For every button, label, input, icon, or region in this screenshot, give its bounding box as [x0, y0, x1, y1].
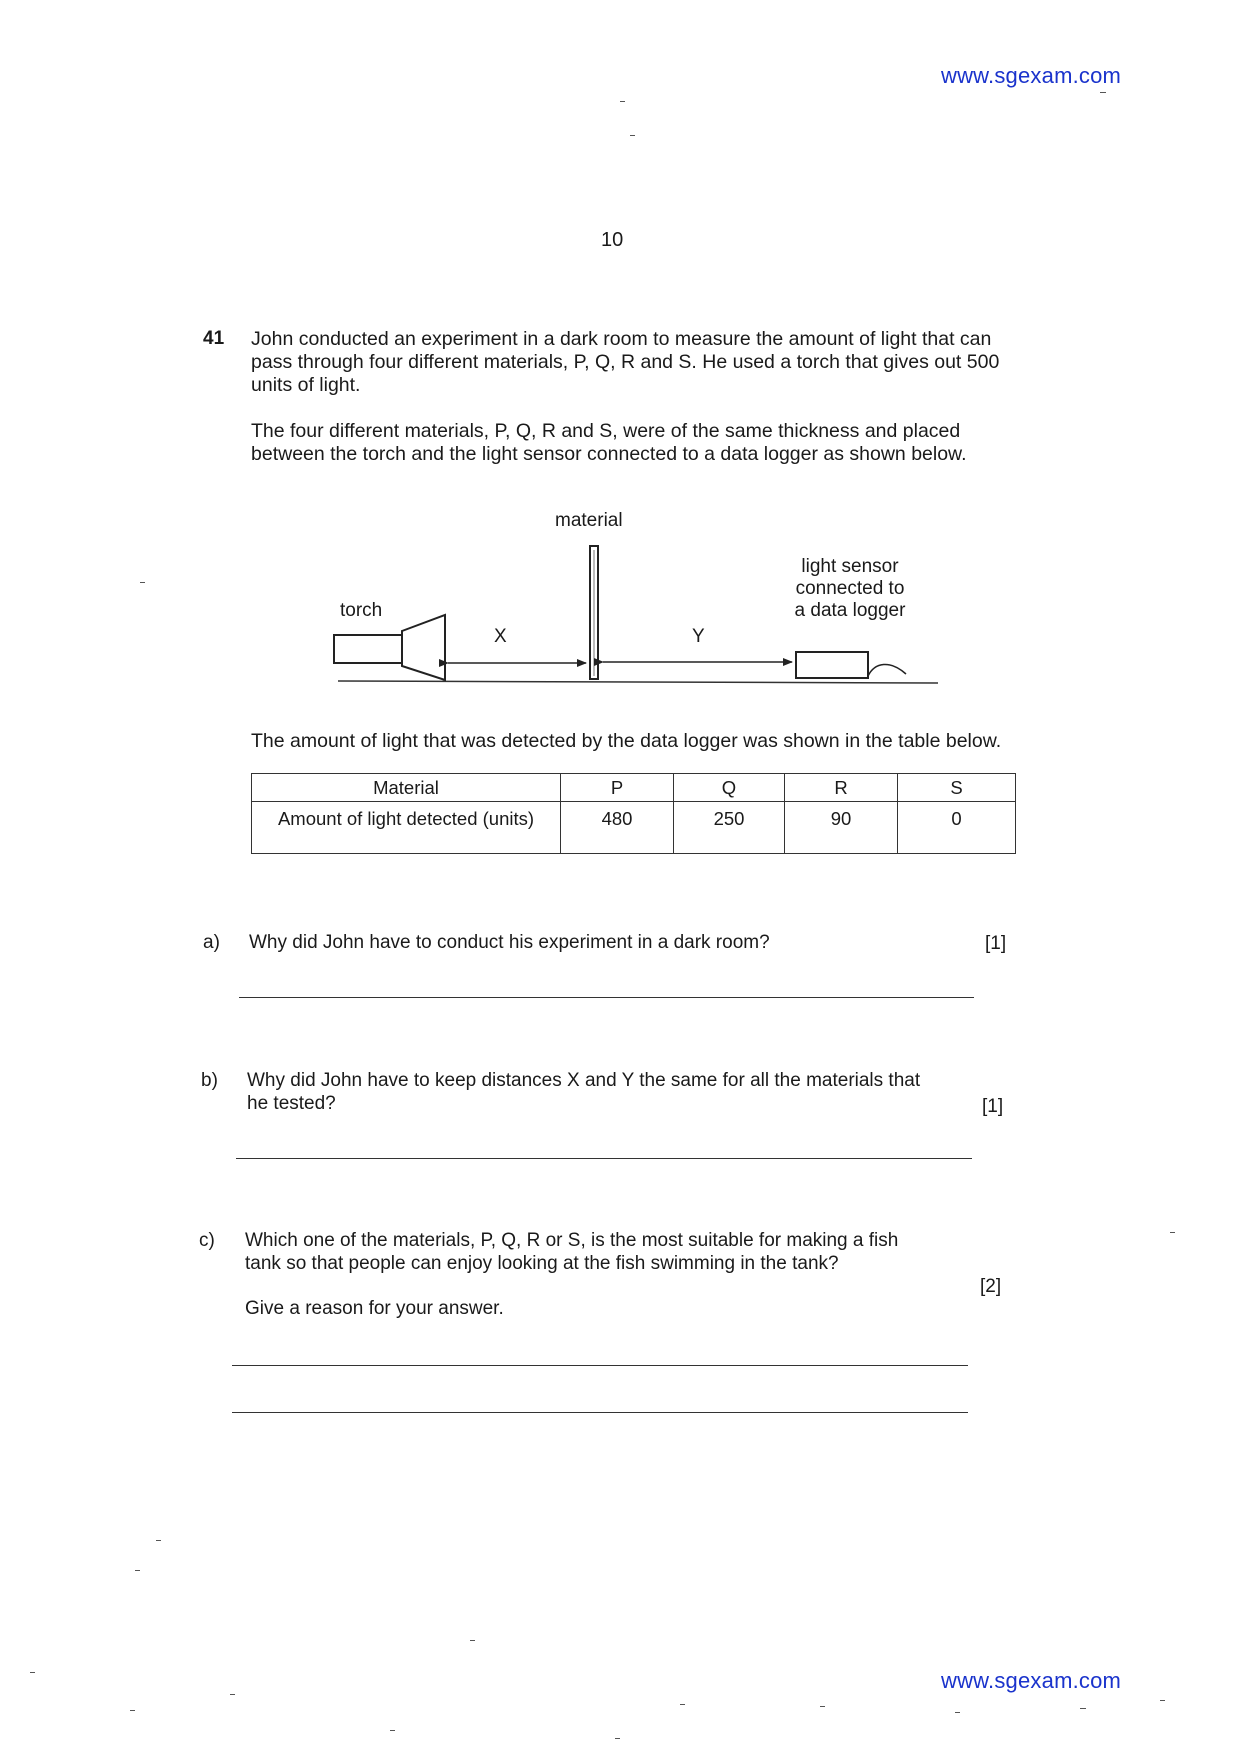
- scan-speck: [630, 135, 635, 136]
- part-a-label: a): [203, 932, 220, 953]
- intro-line: John conducted an experiment in a dark room to measure the amount of light that can: [251, 328, 992, 350]
- table-cell: 480: [561, 802, 674, 854]
- distance-y-label: Y: [692, 626, 705, 647]
- scan-speck: [1160, 1700, 1165, 1701]
- scan-speck: [390, 1730, 395, 1731]
- table-cell: 90: [785, 802, 898, 854]
- results-table: [251, 773, 1016, 854]
- scan-speck: [820, 1706, 825, 1707]
- scan-speck: [30, 1672, 35, 1673]
- part-c-reason-prompt: Give a reason for your answer.: [245, 1298, 504, 1319]
- scan-speck: [1170, 1232, 1175, 1233]
- question-number: 41: [203, 328, 225, 349]
- scan-speck: [620, 101, 625, 102]
- torch-label: torch: [340, 600, 383, 621]
- sensor-label-line: light sensor: [801, 556, 899, 577]
- table-header-cell: Q: [674, 774, 785, 802]
- sensor-label-line: a data logger: [794, 600, 906, 621]
- answer-line-c2[interactable]: [232, 1412, 968, 1413]
- torch-handle-shape: [334, 635, 402, 663]
- table-row: [252, 802, 1016, 854]
- part-c-line: tank so that people can enjoy looking at the fish swimming in the tank?: [245, 1253, 839, 1274]
- scan-speck: [135, 1570, 140, 1571]
- scan-speck: [955, 1712, 960, 1713]
- part-c-line: Which one of the materials, P, Q, R or S, is the most suitable for making a fish: [245, 1230, 899, 1251]
- scan-speck: [156, 1540, 161, 1541]
- table-header-cell: R: [785, 774, 898, 802]
- setup-line: The four different materials, P, Q, R and S, were of the same thickness and placed: [251, 420, 961, 442]
- answer-line-b[interactable]: [236, 1158, 972, 1159]
- part-b-question: [247, 1069, 987, 1115]
- table-header-row: [252, 774, 1016, 802]
- scan-speck: [140, 582, 145, 583]
- material-label: material: [555, 510, 623, 531]
- scan-speck: [1080, 1708, 1086, 1709]
- page-number: 10: [601, 229, 624, 251]
- table-header-material: Material: [252, 774, 561, 802]
- part-c-marks: [2]: [980, 1276, 1002, 1297]
- distance-x-label: X: [494, 626, 507, 647]
- table-cell: 0: [898, 802, 1016, 854]
- sensor-cable-shape: [868, 664, 906, 676]
- light-sensor-shape: [796, 652, 868, 678]
- intro-line: units of light.: [251, 374, 361, 396]
- intro-line: pass through four different materials, P, Q, R and S. He used a torch that gives out 500: [251, 351, 1000, 373]
- scan-speck: [680, 1704, 685, 1705]
- scan-speck: [615, 1738, 620, 1739]
- part-c-label: c): [199, 1230, 215, 1251]
- table-header-cell: S: [898, 774, 1016, 802]
- table-cell: 250: [674, 802, 785, 854]
- scan-speck: [230, 1694, 235, 1695]
- scan-speck: [130, 1710, 135, 1711]
- website-header-link[interactable]: www.sgexam.com: [941, 63, 1122, 88]
- part-b-line: he tested?: [247, 1093, 336, 1114]
- part-a-question: [249, 931, 949, 954]
- sensor-label-line: connected to: [795, 578, 905, 599]
- part-b-line: Why did John have to keep distances X and Y the same for all the materials that: [247, 1070, 921, 1091]
- table-header-cell: P: [561, 774, 674, 802]
- table-row-label: Amount of light detected (units): [252, 802, 561, 854]
- website-footer-link[interactable]: www.sgexam.com: [941, 1668, 1122, 1693]
- ground-line: [338, 681, 938, 683]
- torch-head-shape: [402, 615, 445, 680]
- part-b-marks: [1]: [982, 1096, 1004, 1117]
- part-a-marks: [1]: [985, 933, 1007, 954]
- answer-line-a[interactable]: [239, 997, 974, 998]
- scan-speck: [470, 1640, 475, 1641]
- part-b-label: b): [201, 1070, 218, 1091]
- answer-line-c1[interactable]: [232, 1365, 968, 1366]
- setup-line: between the torch and the light sensor connected to a data logger as shown below.: [251, 443, 967, 465]
- table-intro: The amount of light that was detected by the data logger was shown in the table below.: [251, 730, 1002, 752]
- part-c-question: [245, 1229, 985, 1275]
- scan-speck: [1100, 92, 1106, 93]
- part-a-line: Why did John have to conduct his experiment in a dark room?: [249, 932, 770, 953]
